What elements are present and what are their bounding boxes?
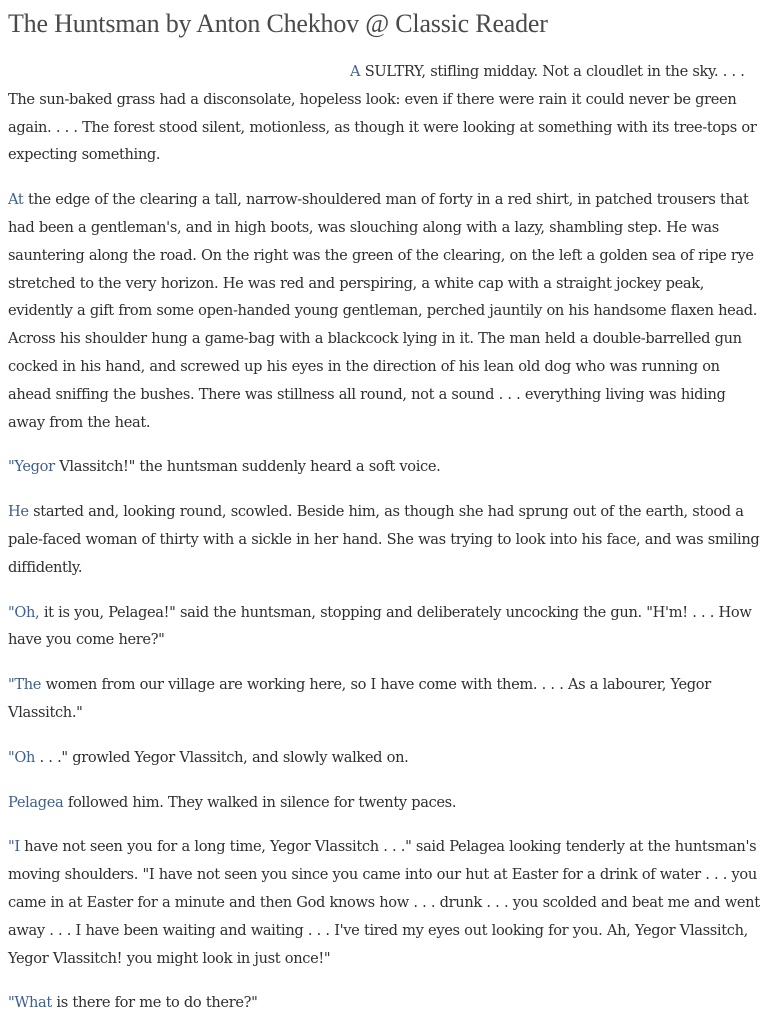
paragraph — [8, 789, 760, 817]
paragraph-text: followed him. They walked in silence for twenty paces. — [63, 793, 457, 811]
paragraph — [8, 744, 760, 772]
lead-word: A — [350, 63, 361, 80]
paragraph-text: it is you, Pelagea!" said the huntsman, stopping and deliberately uncocking the gun. "H'm! . . . How have you come here?" — [8, 603, 752, 649]
paragraph-text: have not seen you for a long time, Yegor Vlassitch . . ." said Pelagea looking tenderly at the huntsman's moving shoulders. "I have not seen you since you came into our hut at Easter for a drink of water . . . you came in at Easter for a minute and then God knows how . . . drunk . . . you scolded and beat me and went away . . . I have been waiting and waiting . . . I've tired my eyes out looking for you. Ah, Yegor Vlassitch, Yegor Vlassitch! you might look in just once!" — [8, 838, 760, 967]
paragraph — [8, 453, 760, 481]
lead-word: "The — [8, 676, 42, 694]
paragraph — [8, 989, 760, 1017]
lead-word: Pelagea — [8, 793, 64, 811]
lead-word: At — [8, 191, 24, 209]
lead-word: "What — [8, 994, 52, 1012]
paragraph-text: Vlassitch!" the huntsman suddenly heard a soft voice. — [54, 458, 441, 476]
paragraph-text: started and, looking round, scowled. Beside him, as though she had sprung out of the earth, stood a pale-faced woman of thirty with a sickle in her hand. She was trying to look into his face, and was smiling diffidently. — [8, 503, 760, 576]
page-title: The Huntsman by Anton Chekhov @ Classic Reader — [8, 9, 548, 38]
paragraph — [8, 599, 760, 655]
paragraph — [8, 58, 760, 169]
story-body — [8, 58, 760, 1017]
paragraph-text: the edge of the clearing a tall, narrow-shouldered man of forty in a red shirt, in patched trousers that had been a gentleman's, and in high boots, was slouching along with a lazy, shambling step. He was sauntering along the road. On the right was the green of the clearing, on the left a golden sea of ripe rye stretched to the very horizon. He was red and perspiring, a white cap with a straight jockey peak, evidently a gift from some open-handed young gentleman, perched jauntily on his handsome flaxen head. Across his shoulder hung a game-bag with a blackcock lying in it. The man held a double-barrelled gun cocked in his hand, and screwed up his eyes in the direction of his lean old dog who was running on ahead sniffing the bushes. There was stillness all round, not a sound . . . everything living was hiding away from the heat. — [8, 191, 758, 431]
paragraph — [8, 671, 760, 727]
paragraph-text: women from our village are working here, so I have come with them. . . . As a labourer, Yegor Vlassitch." — [8, 676, 711, 721]
lead-word: "Yegor — [8, 458, 55, 476]
lead-word: "Oh, — [8, 603, 40, 621]
paragraph — [8, 498, 760, 581]
lead-word: "Oh — [8, 748, 36, 766]
paragraph-text: is there for me to do there?" — [51, 994, 258, 1012]
paragraph-text: . . ." growled Yegor Vlassitch, and slowly walked on. — [35, 748, 409, 766]
lead-word: "I — [8, 838, 20, 856]
lead-word: He — [8, 503, 29, 521]
paragraph — [8, 186, 760, 436]
paragraph-text: SULTRY, stifling midday. Not a cloudlet in the sky. . . . The sun-baked grass had a disconsolate, hopeless look: even if there were rain it could never be green again. . . . The forest stood silent, motionless, as though it were looking at something with its tree-tops or expecting something. — [8, 63, 757, 164]
paragraph — [8, 833, 760, 972]
